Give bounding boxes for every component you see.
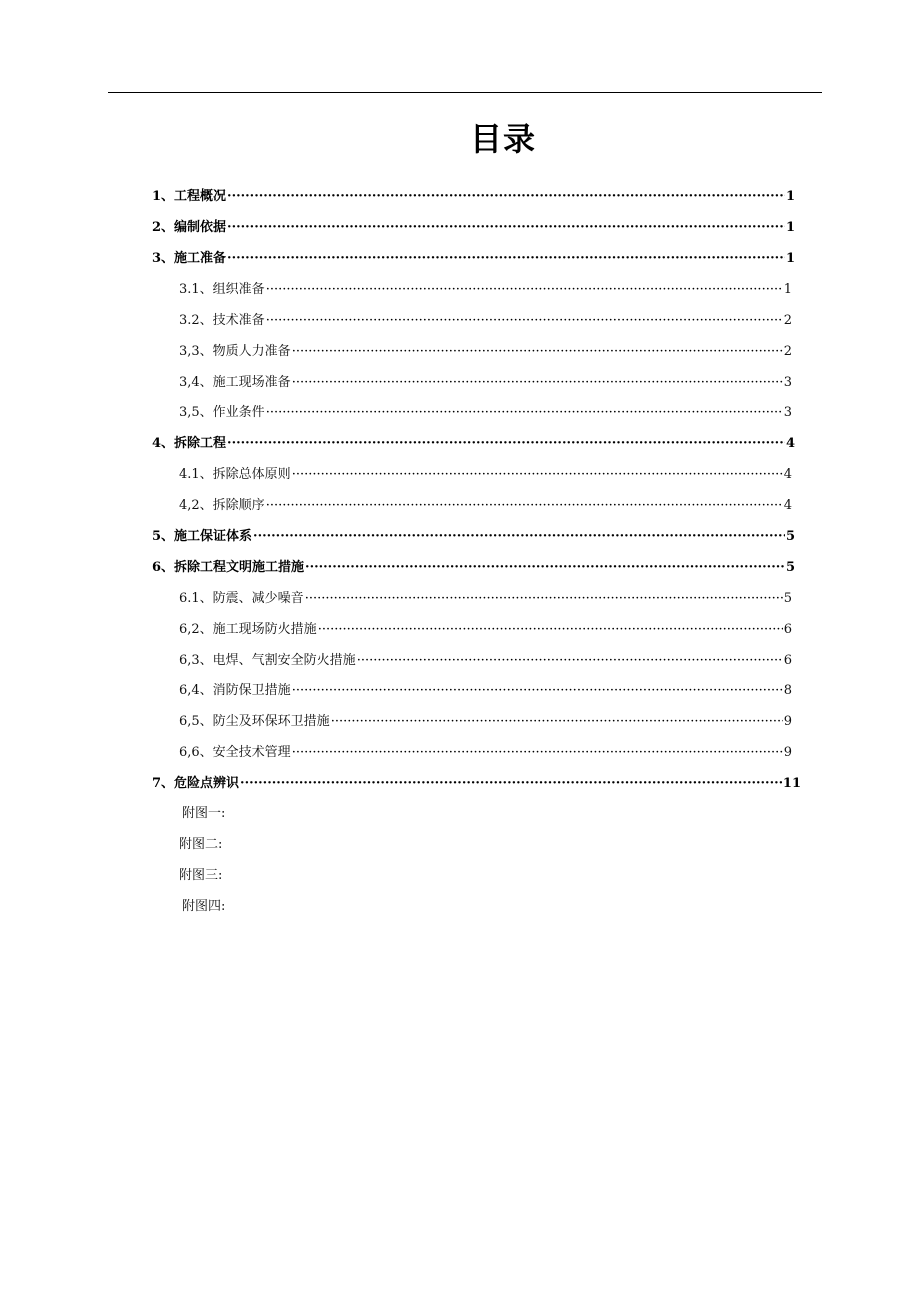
toc-entry-5[interactable] <box>152 527 795 547</box>
toc-dot-leader <box>292 743 783 763</box>
toc-dot-leader <box>253 527 785 547</box>
toc-page-number: 8 <box>783 683 792 698</box>
toc-entry-6[interactable] <box>152 558 795 578</box>
toc-page-number: 1 <box>785 189 795 204</box>
toc-page-number: 11 <box>782 776 801 791</box>
toc-entry-label: 6,2、施工现场防火措施 <box>179 622 317 637</box>
toc-page-number: 4 <box>785 436 795 451</box>
toc-entry-label: 3、施工准备 <box>152 251 227 266</box>
toc-page-number: 2 <box>783 344 792 359</box>
appendix-label-1: 附图一: <box>182 806 226 821</box>
toc-entry-label: 3.2、技术准备 <box>179 313 265 328</box>
toc-page-number: 2 <box>783 313 792 328</box>
toc-entry-6-3[interactable] <box>179 651 792 671</box>
toc-entry-6-6[interactable] <box>179 743 792 763</box>
toc-entry-label: 6,3、电焊、气割安全防火措施 <box>179 653 356 668</box>
appendix-label-2: 附图二: <box>179 837 223 852</box>
toc-entry-7[interactable] <box>152 774 801 794</box>
toc-page-number: 9 <box>783 714 792 729</box>
toc-entry-label: 6.1、防震、减少噪音 <box>179 591 304 606</box>
toc-page-number: 6 <box>783 622 792 637</box>
toc-page-number: 5 <box>785 529 795 544</box>
toc-dot-leader <box>227 218 785 238</box>
toc-dot-leader <box>266 496 783 516</box>
toc-entry-2[interactable] <box>152 218 795 238</box>
toc-dot-leader <box>331 712 783 732</box>
toc-dot-leader <box>266 403 783 423</box>
toc-entry-4-2[interactable] <box>179 496 792 516</box>
toc-entry-label: 6、拆除工程文明施工措施 <box>152 560 305 575</box>
toc-entry-6-2[interactable] <box>179 620 792 640</box>
toc-entry-label: 3,4、施工现场准备 <box>179 375 291 390</box>
toc-entry-label: 6,6、安全技术管理 <box>179 745 291 760</box>
toc-page-number: 1 <box>785 220 795 235</box>
toc-entry-label: 6,5、防尘及环保环卫措施 <box>179 714 330 729</box>
toc-page-number: 3 <box>783 405 792 420</box>
toc-entry-3-2[interactable] <box>179 311 792 331</box>
toc-dot-leader <box>240 774 782 794</box>
appendix-label-3: 附图三: <box>179 868 223 883</box>
toc-page-number: 6 <box>783 653 792 668</box>
toc-dot-leader <box>318 620 783 640</box>
toc-entry-6-4[interactable] <box>179 681 792 701</box>
toc-entry-label: 3.1、组织准备 <box>179 282 265 297</box>
toc-dot-leader <box>357 651 783 671</box>
toc-dot-leader <box>305 558 785 578</box>
toc-entry-label: 4,2、拆除顺序 <box>179 498 265 513</box>
toc-dot-leader <box>292 465 783 485</box>
toc-entry-4-1[interactable] <box>179 465 792 485</box>
toc-dot-leader <box>227 249 785 269</box>
toc-entry-6-1[interactable] <box>179 589 792 609</box>
toc-page-number: 5 <box>783 591 792 606</box>
toc-entry-label: 3,5、作业条件 <box>179 405 265 420</box>
toc-entry-label: 6,4、消防保卫措施 <box>179 683 291 698</box>
toc-dot-leader <box>227 434 785 454</box>
toc-entry-label: 7、危险点辨识 <box>152 776 240 791</box>
toc-entry-label: 4、拆除工程 <box>152 436 227 451</box>
toc-entry-label: 5、施工保证体系 <box>152 529 253 544</box>
toc-entry-4[interactable] <box>152 434 795 454</box>
page-title: 目录 <box>469 120 536 158</box>
toc-dot-leader <box>266 280 783 300</box>
toc-entry-1[interactable] <box>152 187 795 207</box>
toc-page-number: 4 <box>783 498 792 513</box>
toc-entry-label: 3,3、物质人力准备 <box>179 344 291 359</box>
toc-entry-3-1[interactable] <box>179 280 792 300</box>
toc-dot-leader <box>227 187 785 207</box>
toc-entry-3-5[interactable] <box>179 403 792 423</box>
toc-dot-leader <box>292 373 783 393</box>
toc-entry-6-5[interactable] <box>179 712 792 732</box>
toc-page-number: 9 <box>783 745 792 760</box>
toc-dot-leader <box>305 589 783 609</box>
toc-dot-leader <box>266 311 783 331</box>
toc-page-number: 3 <box>783 375 792 390</box>
toc-dot-leader <box>292 342 783 362</box>
toc-entry-3[interactable] <box>152 249 795 269</box>
appendix-label-4: 附图四: <box>182 899 226 914</box>
toc-dot-leader <box>292 681 783 701</box>
toc-page-number: 1 <box>785 251 795 266</box>
toc-page-number: 5 <box>785 560 795 575</box>
toc-entry-label: 1、工程概况 <box>152 189 227 204</box>
toc-page-number: 4 <box>783 467 792 482</box>
toc-entry-3-3[interactable] <box>179 342 792 362</box>
toc-entry-3-4[interactable] <box>179 373 792 393</box>
toc-page-number: 1 <box>783 282 792 297</box>
toc-entry-label: 2、编制依据 <box>152 220 227 235</box>
toc-entry-label: 4.1、拆除总体原则 <box>179 467 291 482</box>
